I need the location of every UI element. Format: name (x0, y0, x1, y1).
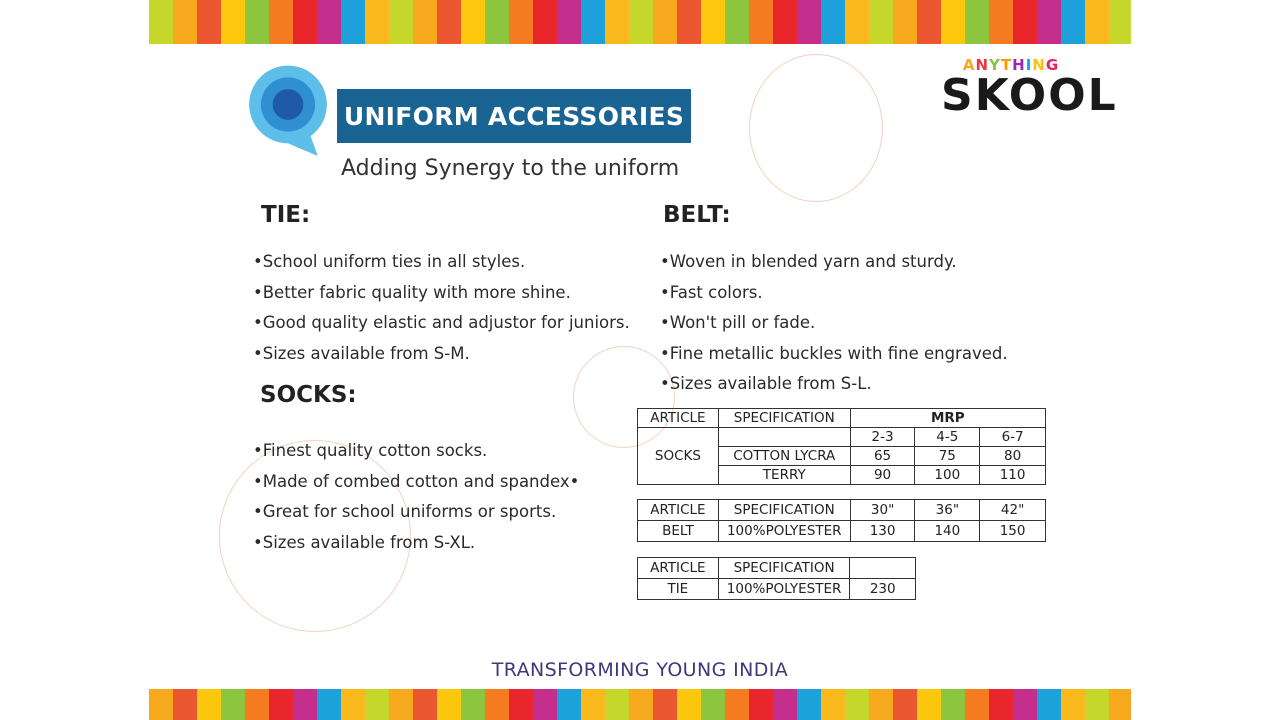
table-cell: TERRY (718, 466, 850, 485)
list-item: •Better fabric quality with more shine. (253, 282, 571, 302)
list-item: •Good quality elastic and adjustor for juniors. (253, 313, 630, 332)
table-cell: 2-3 (850, 428, 915, 447)
brand-letter: A (962, 56, 976, 74)
brand-letter: H (1012, 56, 1026, 74)
top-color-stripe (149, 0, 1131, 44)
table-header: ARTICLE (638, 558, 719, 579)
belt-heading: BELT: (663, 202, 731, 228)
table-cell (638, 466, 719, 485)
table-cell: 150 (980, 521, 1046, 542)
table-cell: 4-5 (915, 428, 980, 447)
brand-letter: N (1032, 56, 1046, 74)
brand-letter: Y (989, 56, 1001, 74)
page-title: UNIFORM ACCESSORIES (337, 89, 691, 143)
tie-bullet-list (253, 247, 630, 369)
speech-bubble-logo-icon (241, 62, 335, 156)
table-header: SPECIFICATION (718, 558, 850, 579)
socks-heading: SOCKS: (260, 382, 357, 408)
table-cell: BELT (638, 521, 719, 542)
socks-price-table (637, 408, 1046, 485)
list-item: •Woven in blended yarn and sturdy. (660, 252, 957, 271)
belt-price-table (637, 499, 1046, 542)
belt-bullet-list (660, 247, 1008, 400)
list-item: •School uniform ties in all styles. (253, 252, 526, 271)
table-cell: 230 (850, 579, 916, 600)
brand-name: SKOOL (941, 70, 1118, 121)
table-header: 42" (980, 500, 1046, 521)
footer-tagline: TRANSFORMING YOUNG INDIA (491, 659, 789, 681)
tie-heading: TIE: (261, 202, 311, 228)
table-cell: 100%POLYESTER (718, 521, 850, 542)
table-header (850, 558, 916, 579)
list-item: •Fine metallic buckles with fine engraved. (660, 343, 1008, 363)
table-cell: 130 (850, 521, 915, 542)
list-item: •Fast colors. (660, 282, 763, 302)
decorative-bubble-outline (749, 54, 883, 202)
list-item: •Sizes available from S-M. (253, 343, 470, 363)
tie-price-table (637, 557, 916, 600)
table-header: 36" (915, 500, 980, 521)
table-cell: TIE (638, 579, 719, 600)
table-header: ARTICLE (638, 409, 719, 428)
brand-letter: G (1045, 56, 1060, 74)
table-cell: 140 (915, 521, 980, 542)
table-header: MRP (850, 409, 1045, 428)
list-item: •Won't pill or fade. (660, 313, 816, 332)
table-cell (718, 428, 850, 447)
brand-logo (941, 56, 1118, 121)
table-cell: 110 (980, 466, 1046, 485)
list-item: •Sizes available from S-XL. (253, 532, 476, 552)
slide (149, 0, 1131, 720)
table-header: 30" (850, 500, 915, 521)
bottom-color-stripe (149, 689, 1131, 720)
list-item: •Finest quality cotton socks. (253, 441, 488, 460)
table-cell: 80 (980, 447, 1046, 466)
table-header: SPECIFICATION (718, 409, 850, 428)
table-cell: SOCKS (638, 447, 719, 466)
socks-bullet-list (253, 436, 579, 558)
list-item: •Great for school uniforms or sports. (253, 502, 557, 521)
table-cell: 100 (915, 466, 980, 485)
table-header: SPECIFICATION (718, 500, 850, 521)
table-cell: 90 (850, 466, 915, 485)
list-item: •Sizes available from S-L. (660, 374, 872, 393)
brand-letter: N (975, 56, 990, 74)
table-cell: 100%POLYESTER (718, 579, 850, 600)
table-cell (638, 428, 719, 447)
table-cell: 75 (915, 447, 980, 466)
brand-letter: T (1000, 56, 1013, 74)
list-item: •Made of combed cotton and spandex• (253, 471, 580, 491)
table-cell: 65 (850, 447, 915, 466)
table-cell: 6-7 (980, 428, 1046, 447)
brand-letter: I (1025, 56, 1033, 74)
page-subtitle: Adding Synergy to the uniform (341, 156, 680, 181)
table-header: ARTICLE (638, 500, 719, 521)
table-cell: COTTON LYCRA (718, 447, 850, 466)
